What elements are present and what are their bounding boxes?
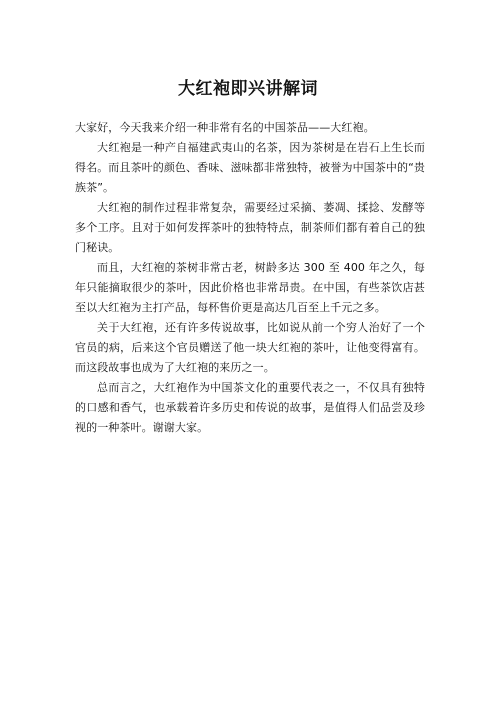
paragraph-age-price: 而且，大红袍的茶树非常古老，树龄多达 300 至 400 年之久，每年只能摘取很少的茶叶，因此价格也非常昂贵。在中国，有些茶饮店甚至以大红袍为主打产品，每杯售价更是高达几百至上千元之多。	[75, 261, 425, 314]
document-body	[75, 118, 425, 438]
paragraph-origin: 大红袍是一种产自福建武夷山的名茶，因为茶树是在岩石上生长而得名。而且茶叶的颜色、香味、滋味都非常独特，被誉为中国茶中的“贵族茶”。	[75, 141, 425, 194]
document-title: 大红袍即兴讲解词	[178, 79, 318, 99]
paragraph-production: 大红袍的制作过程非常复杂，需要经过采摘、萎凋、揉捻、发酵等多个工序。且对于如何发挥茶叶的独特特点，制茶师们都有着自己的独门秘诀。	[75, 201, 425, 254]
paragraph-conclusion: 总而言之，大红袍作为中国茶文化的重要代表之一，不仅具有独特的口感和香气，也承载着许多历史和传说的故事，是值得人们品尝及珍视的一种茶叶。谢谢大家。	[75, 381, 425, 434]
paragraph-greeting: 大家好，今天我来介绍一种非常有名的中国茶品——大红袍。	[75, 121, 375, 134]
paragraph-legend: 关于大红袍，还有许多传说故事，比如说从前一个穷人治好了一个官员的病，后来这个官员赠送了他一块大红袍的茶叶，让他变得富有。而这段故事也成为了大红袍的来历之一。	[75, 321, 425, 374]
